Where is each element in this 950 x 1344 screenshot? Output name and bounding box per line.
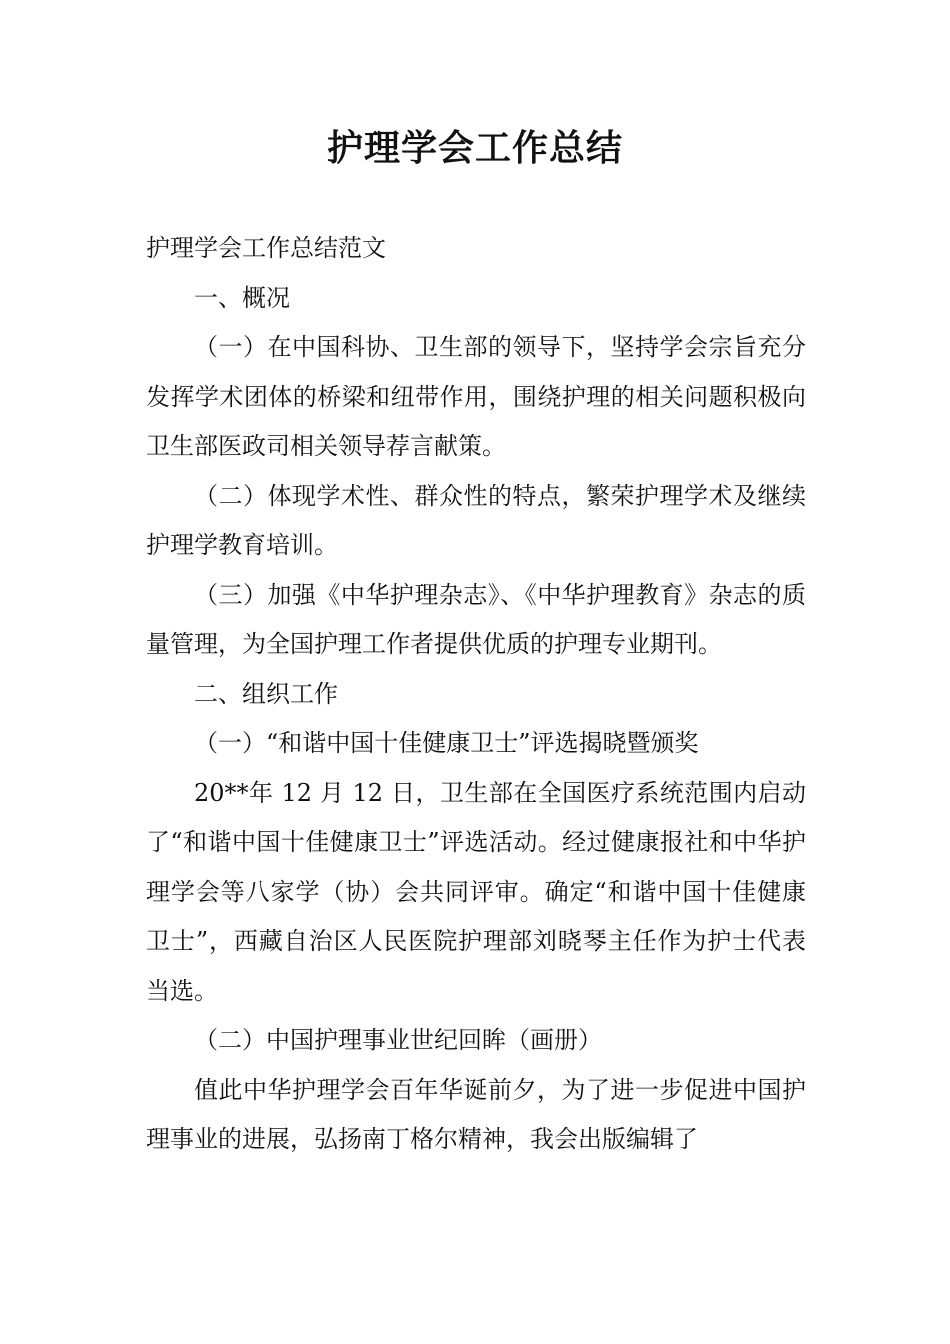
paragraph-subtitle: 护理学会工作总结范文	[146, 234, 386, 262]
paragraph: 值此中华护理学会百年华诞前夕，为了进一步促进中国护理事业的进展，弘扬南丁格尔精神，我会出版编辑了	[146, 1075, 806, 1153]
paragraph: （一）在中国科协、卫生部的领导下，坚持学会宗旨充分发挥学术团体的桥梁和纽带作用，围绕护理的相关问题积极向卫生部医政司相关领导荐言献策。	[146, 333, 806, 460]
document-title: 护理学会工作总结	[326, 128, 623, 169]
document-body	[146, 224, 806, 1165]
paragraph: （三）加强《中华护理杂志》、《中华护理教育》杂志的质量管理，为全国护理工作者提供优质的护理专业期刊。	[146, 580, 806, 658]
heading-overview: 一、概况	[194, 283, 290, 312]
paragraph: （二）体现学术性、群众性的特点，繁荣护理学术及继续护理学教育培训。	[146, 481, 806, 559]
subheading: （二）中国护理事业世纪回眸（画册）	[194, 1026, 602, 1054]
heading-organization: 二、组织工作	[194, 679, 338, 708]
paragraph: 20**年 12 月 12 日，卫生部在全国医疗系统范围内启动了“和谐中国十佳健康卫士”评选活动。经过健康报社和中华护理学会等八家学（协）会共同评审。确定“和谐中国十佳健康卫士”，西藏自治区人民医院护理部刘晓琴主任作为护士代表当选。	[146, 778, 806, 1005]
subheading: （一）“和谐中国十佳健康卫士”评选揭晓暨颁奖	[194, 729, 699, 757]
